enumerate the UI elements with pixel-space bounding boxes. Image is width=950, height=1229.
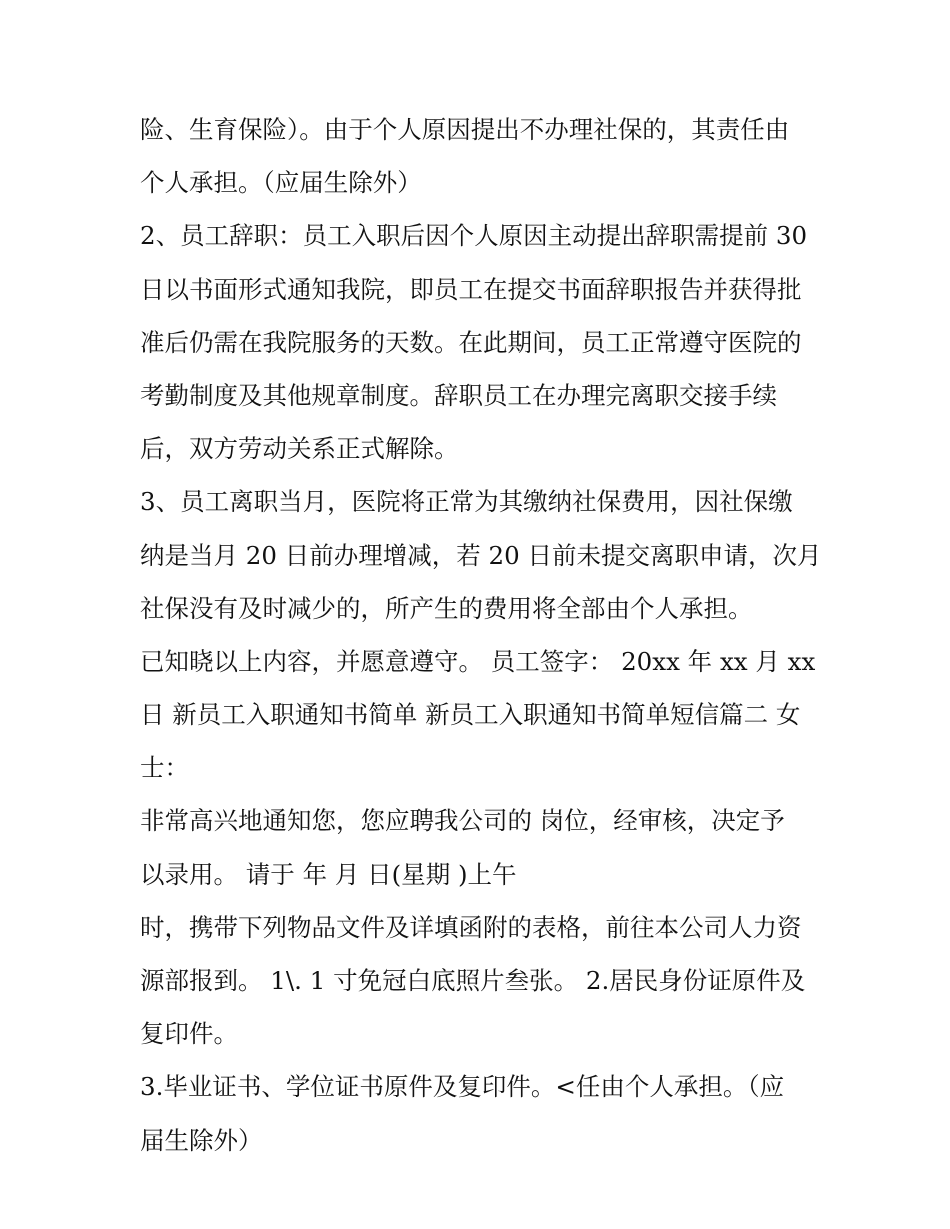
text-line-5: 准后仍需在我院服务的天数。在此期间，员工正常遵守医院的: [140, 327, 802, 357]
text-line-18: 复印件。: [140, 1019, 238, 1049]
text-line-3: 2、员工辞职：员工入职后因个人原因主动提出辞职需提前 30: [140, 221, 808, 251]
text-line-2: 个人承担。（应届生除外）: [140, 168, 422, 198]
text-line-17: 源部报到。 1\. 1 寸免冠白底照片叁张。 2.居民身份证原件及: [140, 966, 806, 995]
text-line-13: 士：: [140, 753, 189, 783]
text-line-10: 社保没有及时减少的，所产生的费用将全部由个人承担。: [140, 593, 753, 623]
text-line-12: 日 新员工入职通知书简单 新员工入职通知书简单短信篇二 女: [140, 700, 801, 730]
text-line-14: 非常高兴地通知您，您应聘我公司的 岗位，经审核，决定予: [140, 806, 785, 836]
text-line-19: 3.毕业证书、学位证书原件及复印件。<任由个人承担。（应: [140, 1072, 785, 1102]
text-line-20: 届生除外）: [140, 1125, 263, 1155]
document-body: [140, 103, 830, 1167]
text-line-4: 日以书面形式通知我院，即员工在提交书面辞职报告并获得批: [140, 274, 802, 304]
text-line-16: 时，携带下列物品文件及详填函附的表格，前往本公司人力资: [140, 912, 802, 942]
text-line-6: 考勤制度及其他规章制度。辞职员工在办理完离职交接手续: [140, 380, 777, 410]
text-line-9: 纳是当月 20 日前办理增减，若 20 日前未提交离职申请，次月: [140, 540, 822, 570]
text-line-11: 已知晓以上内容，并愿意遵守。 员工签字： 20xx 年 xx 月 xx: [140, 646, 816, 676]
text-line-8: 3、员工离职当月，医院将正常为其缴纳社保费用，因社保缴: [140, 487, 793, 517]
text-line-7: 后，双方劳动关系正式解除。: [140, 434, 459, 464]
text-line-15: 以录用。 请于 年 月 日(星期 )上午: [140, 859, 517, 889]
text-line-1: 险、生育保险）。由于个人原因提出不办理社保的，其责任由: [140, 115, 790, 144]
